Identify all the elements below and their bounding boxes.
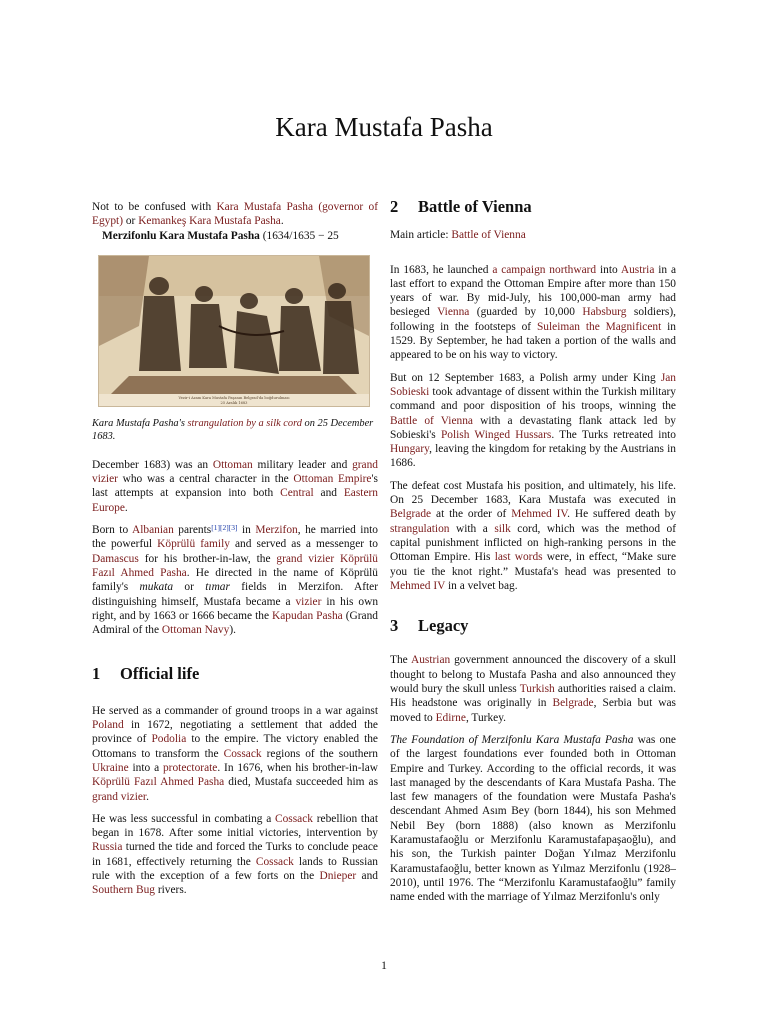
link-podolia[interactable]: Podolia [151,733,187,746]
section-heading-battle-of-vienna: 2 Battle of Vienna [390,197,532,216]
reference-2[interactable]: [2] [219,523,229,533]
link-damascus[interactable]: Damascus [92,552,139,565]
link-edirne[interactable]: Edirne [435,711,466,724]
link-ottoman-navy[interactable]: Ottoman Navy [161,624,230,637]
link-koprulu-family[interactable]: Köprülü family [157,538,230,551]
link-albanian[interactable]: Albanian [132,524,174,537]
engraving-illustration [99,256,369,406]
link-protectorate[interactable]: protectorate [162,761,218,774]
link-habsburg[interactable]: Habsburg [582,306,627,319]
link-kapudan-pasha[interactable]: Kapudan Pasha [272,609,343,622]
paragraph-vienna-2: But on 12 September 1683, a Polish army under King Jan Sobieski took advantage of dissent within the Turkish military command and poor disposition of his troops, winning the Battle of Vienna with a devastating flank attack led by Sobieski's Polish Winged Hussars. The Turks retreated into Hungary, leaving the kingdom for retaking by the Austrians in 1686. [390,371,677,470]
reference-1[interactable]: [1] [211,523,220,533]
link-kara-mustafa-pasha-egypt[interactable]: Kara Mustafa Pasha (governor of Egypt) [92,201,378,228]
lead-name: Merzifonlu Kara Mustafa Pasha (1634/1635 − 25 [102,229,339,242]
link-suleiman-the-magnificent[interactable]: Suleiman the Magnificent [536,320,662,333]
link-ottoman-empire[interactable]: Ottoman Empire [293,473,372,486]
reference-3[interactable]: [3] [228,523,238,533]
section-heading-legacy: 3 Legacy [390,616,469,636]
section-heading-official-life: 1 Official life [92,664,200,684]
link-mehmed-iv[interactable]: Mehmed IV [511,508,568,521]
figure-caption: Kara Mustafa Pasha's strangulation by a silk cord on 25 December 1683. [92,417,374,443]
link-main-article-battle-of-vienna[interactable]: Battle of Vienna [451,229,526,242]
paragraph-official-life-1: He served as a commander of ground troops in a war against Poland in 1672, negotiating a settlement that added the province of Podolia to the empire. The victory enabled the Ottomans to transform the Cossack regions of the southern Ukraine into a protectorate. In 1676, when his brother-in-law Köprülü Fazıl Ahmed Pasha died, Mustafa succeeded him as grand vizier. [92,704,378,803]
link-vienna[interactable]: Vienna [437,306,470,319]
paragraph-intro: December 1683) was an Ottoman military leader and grand vizier who was a central character in the Ottoman Empire's last attempts at expansion into both Central and Eastern Europe. [92,458,378,514]
page-number: 1 [381,960,387,972]
page-title: Kara Mustafa Pasha [275,112,493,142]
link-central-europe[interactable]: Central [280,487,314,500]
right-column [390,197,677,912]
link-southern-bug[interactable]: Southern Bug [92,884,155,897]
paragraph-vienna-1: In 1683, he launched a campaign northward into Austria in a last effort to expand the Ottoman Empire after more than 150 years of war. By mid-July, his 100,000-man army had besieged Vienna (guarded by 10,000 Habsburg soldiers), following in the footsteps of Suleiman the Magnificent in 1529. By September, he had taken a portion of the walls and appeared to be on his way to victory. [390,263,676,362]
link-battle-of-vienna[interactable]: Battle of Vienna [390,414,473,427]
strangulation-engraving-image[interactable] [98,255,370,407]
link-cossack-3[interactable]: Cossack [255,855,294,868]
link-dnieper[interactable]: Dnieper [319,870,357,883]
link-ukraine[interactable]: Ukraine [92,761,129,774]
link-strangulation[interactable]: strangulation [390,522,450,535]
link-grand-vizier-2[interactable]: grand vizier [92,790,147,803]
left-column [92,200,378,906]
link-austria[interactable]: Austria [620,263,655,276]
link-grand-vizier-koprulu-fazil-ahmed-pasha[interactable]: grand vizier Köprülü Fazıl Ahmed Pasha [92,552,378,579]
engraving-inscription-2: 25 Aralık 1683 [220,400,248,405]
link-belgrade-2[interactable]: Belgrade [552,697,594,710]
link-koprulu-fazil-ahmed-pasha[interactable]: Köprülü Fazıl Ahmed Pasha [92,776,225,789]
link-strangulation-silk-cord[interactable]: strangulation by a silk cord [187,417,302,429]
link-poland[interactable]: Poland [92,719,124,732]
paragraph-early-life: Born to Albanian parents[1][2][3] in Merzifon, he married into the powerful Köprülü family and served as a messenger to Damascus for his brother-in-law, the grand vizier Köprülü Fazıl Ahmed Pasha. He directed in the name of Köprülü family's mukata or tımar fields in Merzifon. After distinguishing himself, Mustafa became a vizier in his own right, and by 1663 or 1666 became the Kapudan Pasha (Grand Admiral of the Ottoman Navy). [92,523,379,637]
paragraph-official-life-2: He was less successful in combating a Cossack rebellion that began in 1678. After some initial victories, intervention by Russia turned the tide and forced the Turks to conclude peace in 1681, effectively returning the Cossack lands to Russian rule with the exception of a few forts on the Dnieper and Southern Bug rivers. [92,812,379,897]
link-jan-sobieski[interactable]: Jan Sobieski [390,371,676,398]
link-mehmed-iv-2[interactable]: Mehmed IV [390,579,446,592]
link-last-words[interactable]: last words [494,551,543,564]
engraving-inscription-1: Vezir-i Azam Kara Mustafa Paşanın Belgrad'da boğdurulması [178,395,290,400]
paragraph-vienna-3: The defeat cost Mustafa his position, and ultimately, his life. On 25 December 1683, Kara Mustafa was executed in Belgrade at the order of Mehmed IV. He suffered death by strangulation with a silk cord, which was the method of capital punishment inflicted on high-ranking persons in the Ottoman Empire. His last words were, in effect, “Make sure you tie the knot right.” Mustafa's head was presented to Mehmed IV in a velvet bag. [390,479,677,592]
link-merzifon[interactable]: Merzifon [255,524,298,537]
link-silk[interactable]: silk [494,522,511,535]
link-turkish[interactable]: Turkish [519,683,555,696]
link-ottoman[interactable]: Ottoman [212,458,253,471]
link-hungary[interactable]: Hungary [390,443,430,456]
link-grand-vizier[interactable]: grand vizier [92,458,378,486]
main-article-note: Main article: Battle of Vienna [390,229,526,242]
paragraph-legacy-2: The Foundation of Merzifonlu Kara Mustafa Pasha was one of the largest foundations ever founded both in Ottoman Empire and Turkey. According to the official records, it was last managed by the descendants of Kara Mustafa Pasha. The last few managers of the foundation were Mustafa Pasha's descendant Ahmed Asım Bey (born 1844), his son Mehmed Nebil Bey (born 1888) (also known as Merzifonlu Karamustafaoğlu or Merzifonlu Karamustafapaşaoğlu), and his son, the Turkish painter Doğan Yılmaz Merzifonlu Karamustafaoğlu, better known as Yılmaz Merzifonlu (1928–2010), until 1976. The “Merzifonlu Karamustafaoğlu” family name ended with the marriage of Yılmaz Merzifonlu's only [390,733,676,904]
link-cossack[interactable]: Cossack [223,747,262,760]
link-eastern-europe[interactable]: Eastern Europe [92,487,378,514]
link-austrian[interactable]: Austrian [410,654,451,667]
link-cossack-2[interactable]: Cossack [275,812,313,825]
link-campaign-northward[interactable]: a campaign northward [492,263,597,276]
paragraph-legacy-1: The Austrian government announced the discovery of a skull thought to belong to Mustafa Pasha and also announced they would bury the skull unless Turkish authorities raised a claim. His headstone was originally in Belgrade, Serbia but was moved to Edirne, Turkey. [390,654,677,724]
link-belgrade[interactable]: Belgrade [390,508,432,521]
link-polish-winged-hussars[interactable]: Polish Winged Hussars [440,428,552,441]
link-vizier[interactable]: vizier [295,595,322,608]
link-kemankes-kara-mustafa-pasha[interactable]: Kemankeş Kara Mustafa Pasha [138,215,281,228]
link-russia[interactable]: Russia [92,841,123,854]
hatnote: Not to be confused with Kara Mustafa Pasha (governor of Egypt) or Kemankeş Kara Mustafa Pasha. [92,201,378,228]
